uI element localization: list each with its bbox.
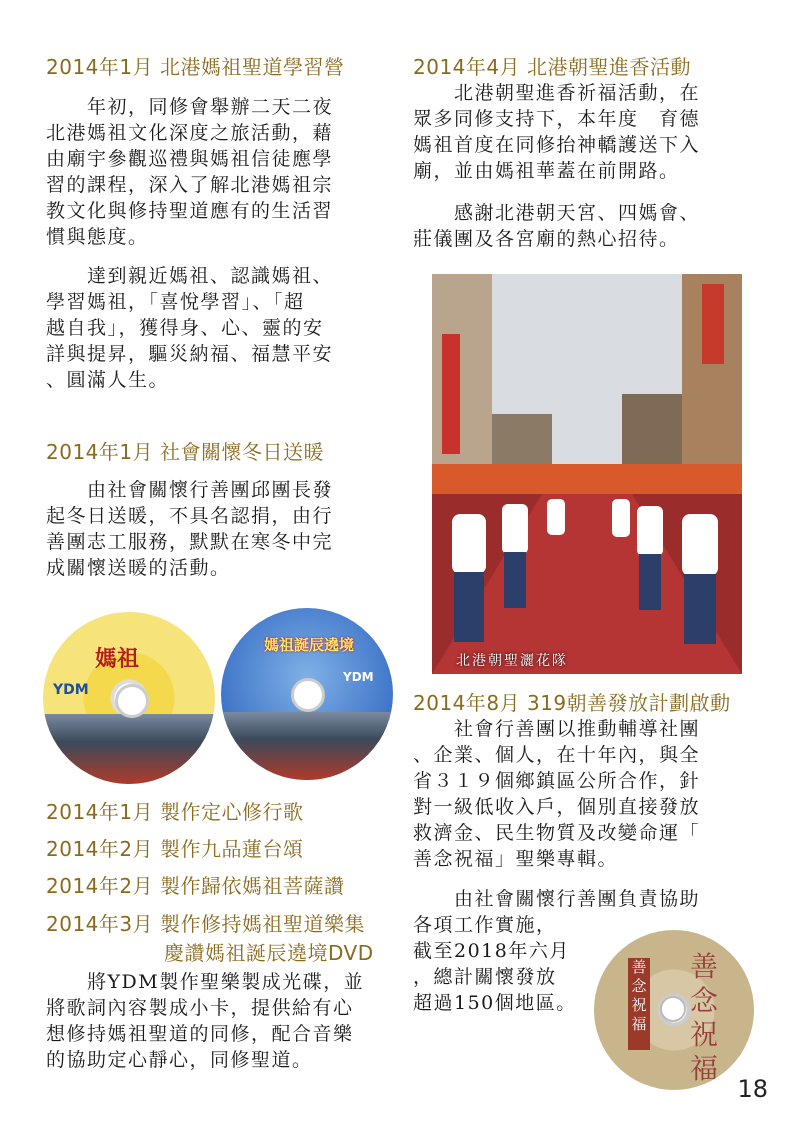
section-heading-winter-care: 2014年1月 社會關懷冬日送暖 xyxy=(46,440,324,464)
text-line: 感謝北港朝天宮、四媽會、 xyxy=(413,202,701,224)
text-line: 教文化與修持聖道應有的生活習 xyxy=(46,200,334,222)
text-line: 起冬日送暖，不具名認捐，由行 xyxy=(46,505,334,527)
text-line: 由社會關懷行善團邱團長發 xyxy=(46,479,334,501)
text-line: 對一級低收入戶，個別直接發放 xyxy=(413,796,701,818)
text-line: 由社會關懷行善團負責協助 xyxy=(413,888,701,910)
text-line: 詳與提昇，驅災納福、福慧平安 xyxy=(46,343,334,365)
text-line: 社會行善團以推動輔導社團 xyxy=(413,718,701,740)
text-line: 想修持媽祖聖道的同修，配合音樂 xyxy=(46,1023,354,1045)
production-item-dvd-heading: 慶讚媽祖誕辰遶境DVD xyxy=(164,941,374,965)
cd-disc-shannian-zhufu xyxy=(594,930,754,1090)
production-item-lotus: 2014年2月 製作九品蓮台頌 xyxy=(46,837,304,861)
section-heading-319-plan: 2014年8月 319朝善發放計劃啟動 xyxy=(413,691,731,715)
text-line: 年初，同修會舉辦二天二夜 xyxy=(46,96,334,118)
paragraph-cd-production xyxy=(46,969,396,1073)
text-line: 學習媽祖，「喜悅學習」、「超 xyxy=(46,291,305,313)
text-line: 北港朝聖進香祈福活動，在 xyxy=(413,82,701,104)
cd-title-vertical: 善念祝福 xyxy=(628,958,650,1050)
disc2-logo: YDM xyxy=(343,670,374,684)
page-number: 18 xyxy=(737,1075,768,1103)
dvd-disc-image-2 xyxy=(221,608,393,780)
paragraph-319-plan xyxy=(413,716,763,872)
production-item-music-heading: 2014年3月 製作修持媽祖聖道樂集 xyxy=(46,912,365,936)
paragraph-winter-care xyxy=(46,477,391,581)
text-line: ，總計關懷發放 xyxy=(413,966,557,988)
cd-calligraphy: 善念祝福 xyxy=(690,950,719,1085)
text-line: 成關懷送暖的活動。 xyxy=(46,557,231,579)
text-line: 截至2018年六月 xyxy=(413,940,570,962)
text-line: 將歌詞內容製成小卡，提供給有心 xyxy=(46,997,354,1019)
text-line: 越自我」，獲得身、心、靈的安 xyxy=(46,317,324,339)
text-line: 救濟金、民生物質及改變命運「 xyxy=(413,822,701,844)
text-line: 廟，並由媽祖華蓋在前開路。 xyxy=(413,160,680,182)
photo-caption: 北港朝聖灑花隊 xyxy=(456,653,568,669)
parade-photo xyxy=(432,274,742,674)
disc1-logo: YDM xyxy=(53,682,89,698)
paragraph-pilgrimage xyxy=(413,80,758,184)
dvd-disc-image-1 xyxy=(43,612,215,784)
text-line: 將YDM製作聖樂製成光碟，並 xyxy=(46,971,365,993)
production-item-refuge: 2014年2月 製作歸依媽祖菩薩讚 xyxy=(46,874,345,898)
paragraph-thanks xyxy=(413,200,758,252)
left-column xyxy=(46,52,391,581)
right-column xyxy=(413,52,758,252)
text-line: 省３１９個鄉鎮區公所合作，針 xyxy=(413,770,701,792)
production-list xyxy=(46,793,396,1073)
text-line: 慣與態度。 xyxy=(46,226,149,248)
text-line: 媽祖首度在同修抬神轎護送下入 xyxy=(413,134,701,156)
text-line: 北港媽祖文化深度之旅活動，藉 xyxy=(46,122,334,144)
text-line: 善團志工服務，默默在寒冬中完 xyxy=(46,531,334,553)
parade-scene-illustration xyxy=(432,274,742,674)
text-line: 莊儀團及各宮廟的熱心招待。 xyxy=(413,228,680,250)
section-heading-beigang-pilgrimage: 2014年4月 北港朝聖進香活動 xyxy=(413,55,691,79)
text-line: 、圓滿人生。 xyxy=(46,369,170,391)
text-line: 善念祝福」聖樂專輯。 xyxy=(413,848,619,870)
text-line: 達到親近媽祖、認識媽祖、 xyxy=(46,265,334,287)
disc2-title: 媽祖誕辰遶境 xyxy=(263,636,354,654)
text-line: 超過150個地區。 xyxy=(413,992,577,1014)
production-item-song: 2014年1月 製作定心修行歌 xyxy=(46,800,304,824)
text-line: 眾多同修支持下，本年度 育德 xyxy=(413,108,701,130)
paragraph-camp-goal xyxy=(46,263,391,393)
disc1-title: 媽祖 xyxy=(95,647,140,672)
text-line: 的協助定心靜心，同修聖道。 xyxy=(46,1049,313,1071)
text-line: 由廟宇參觀巡禮與媽祖信徒應學 xyxy=(46,148,334,170)
text-line: 習的課程，深入了解北港媽祖宗 xyxy=(46,174,334,196)
paragraph-camp-intro xyxy=(46,94,391,250)
text-line: 、企業、個人，在十年內，與全 xyxy=(413,744,701,766)
text-line: 各項工作實施， xyxy=(413,914,557,936)
section-heading-pilgrimage-camp: 2014年1月 北港媽祖聖道學習營 xyxy=(46,55,345,79)
